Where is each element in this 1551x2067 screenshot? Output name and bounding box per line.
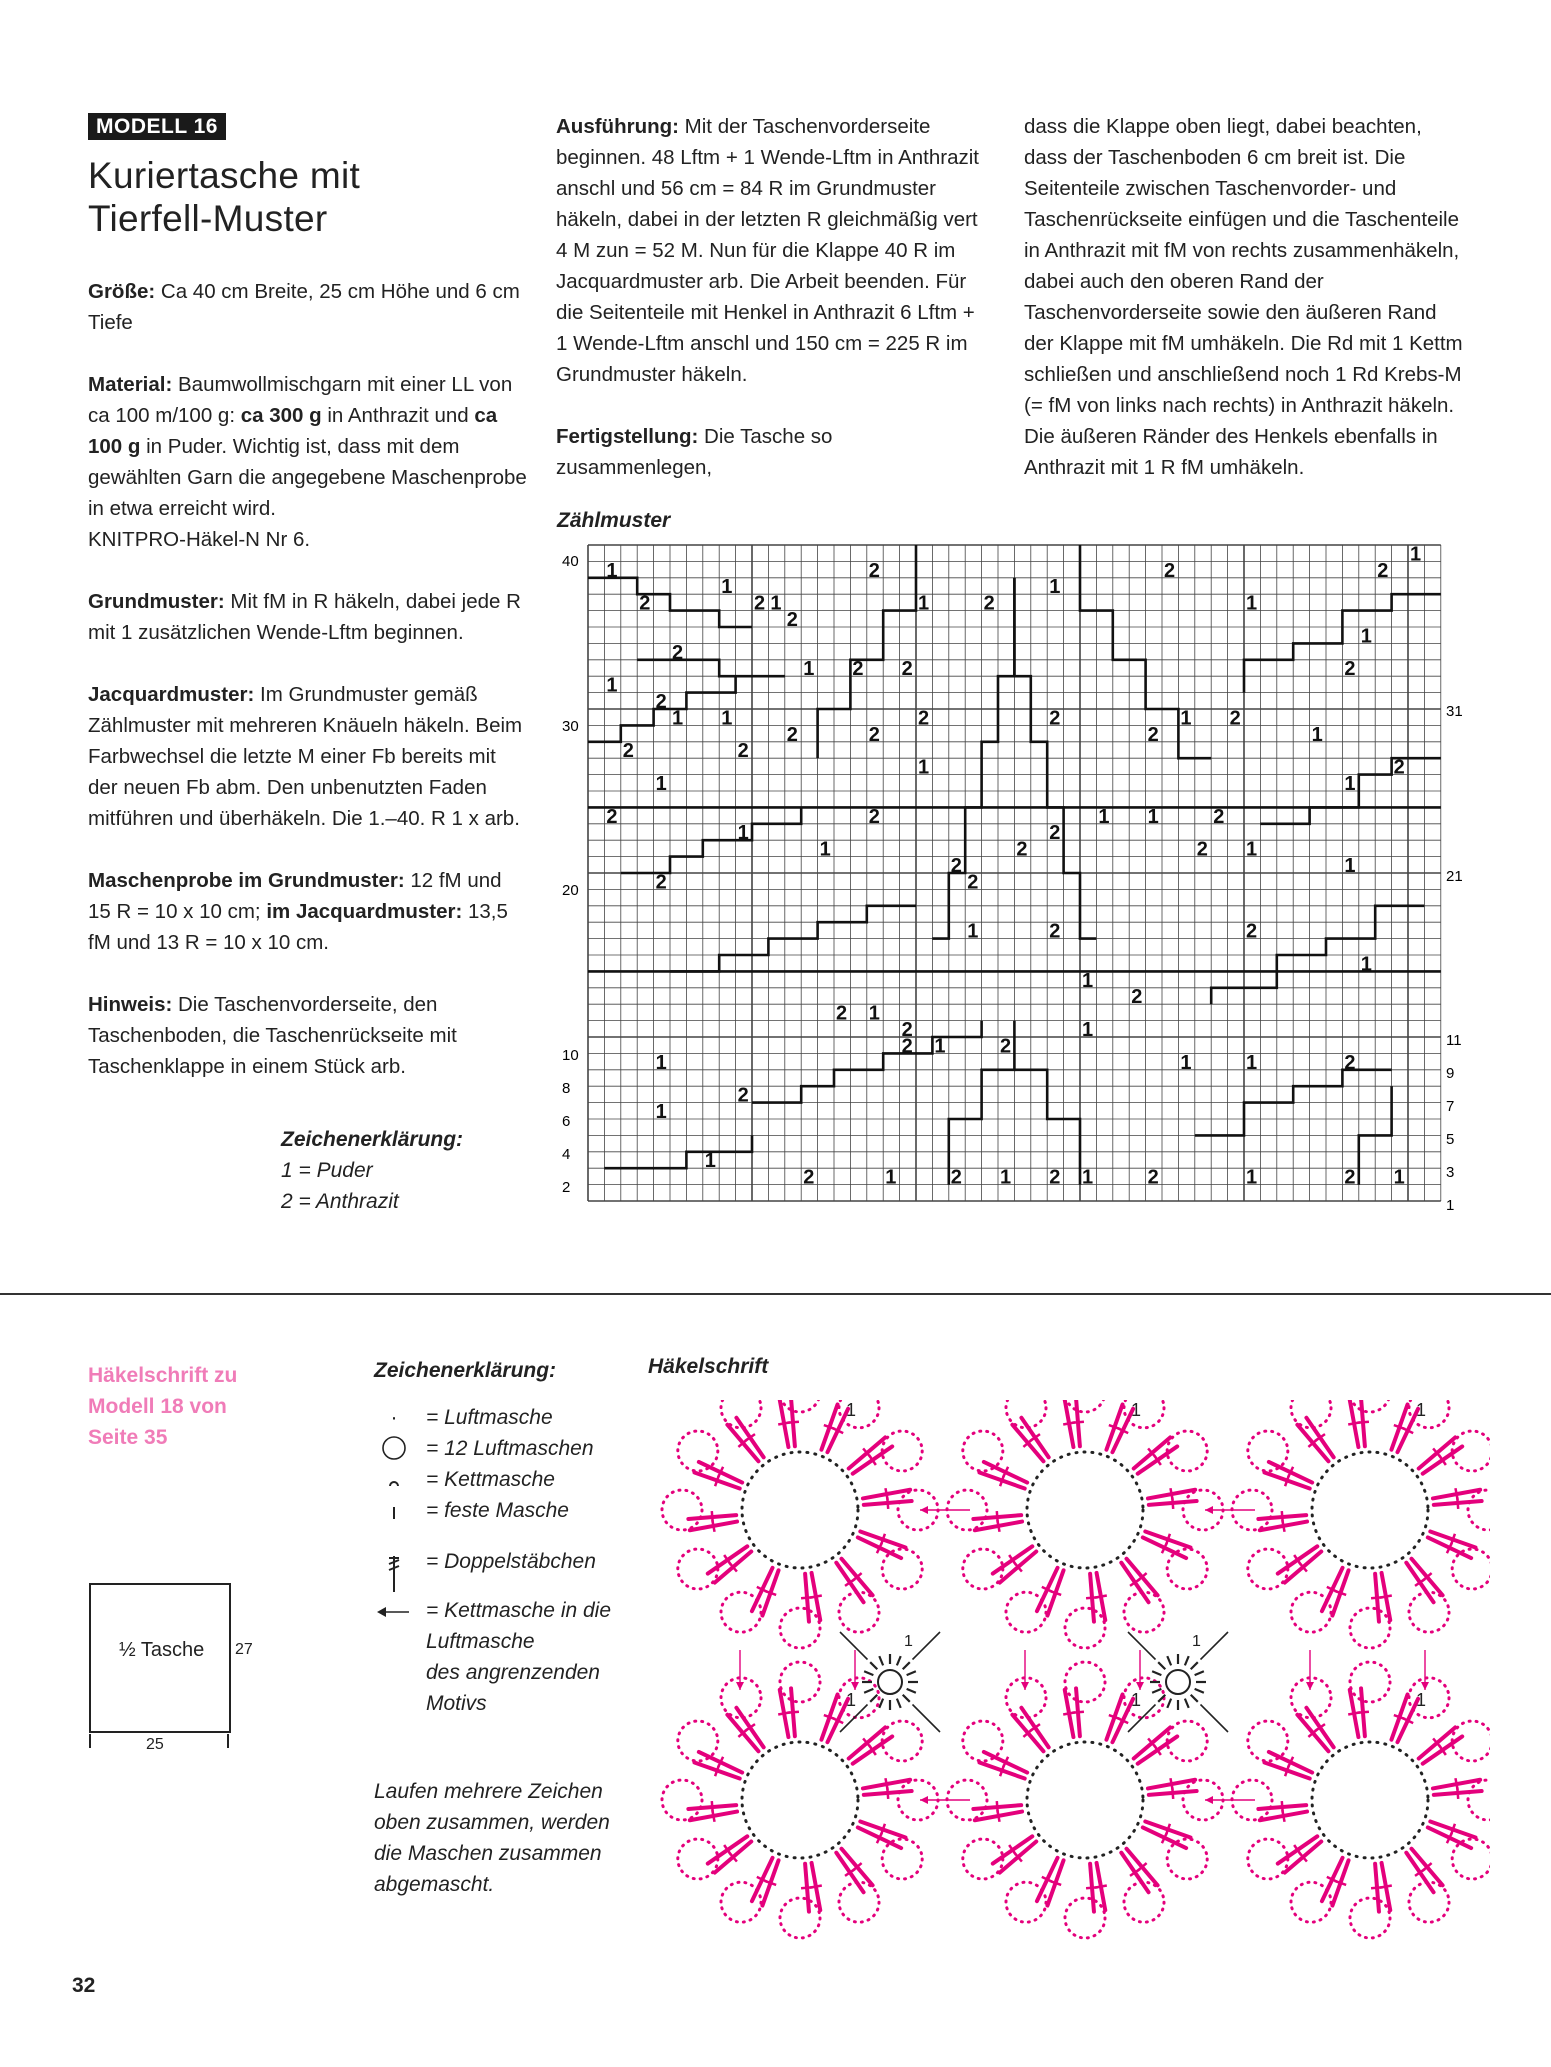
- chart-digit-74: 1: [885, 1166, 897, 1189]
- schema-label: ½ Tasche: [119, 1639, 205, 1661]
- chart-digit-16: 1: [803, 658, 815, 681]
- svg-text:1: 1: [846, 1400, 857, 1420]
- chart-digit-53: 1: [967, 920, 979, 943]
- legend-feste-masche: = feste Masche: [426, 1495, 646, 1526]
- chart-digit-0: 1: [606, 559, 618, 582]
- chart-digit-71: 1: [655, 1101, 667, 1123]
- chart-digit-14: 1: [1410, 543, 1422, 566]
- row-label-left-10: 10: [562, 1047, 579, 1064]
- chart-digit-10: 2: [1164, 559, 1176, 582]
- chart-digit-70: 2: [737, 1084, 749, 1107]
- chart-digit-79: 2: [1147, 1166, 1159, 1189]
- flower-motif-3: [662, 1662, 938, 1938]
- hinweis-paragraph: Hinweis: Die Taschenvorderseite, den Taschenboden, die Taschenrückseite mit Taschenklappe in einem Stück arb.: [88, 993, 457, 1078]
- flower-motif-1: [947, 1400, 1223, 1648]
- chart-digit-73: 2: [803, 1166, 815, 1189]
- grundmuster-paragraph: Grundmuster: Mit fM in R häkeln, dabei jede R mit 1 zusätzlichen Wende-Lftm beginnen.: [88, 590, 521, 644]
- chart-digit-57: 1: [1082, 969, 1094, 992]
- chart-digit-47: 2: [967, 871, 979, 894]
- ring-icon: [374, 1433, 414, 1464]
- legend-kettmasche-angrenzend: = Kettmasche in die: [426, 1595, 646, 1626]
- schema-tick-left: [89, 1734, 91, 1748]
- chart-digit-63: 1: [655, 1051, 667, 1074]
- row-label-left-40: 40: [562, 553, 579, 570]
- chart-digit-21: 1: [606, 674, 618, 697]
- chart-digit-68: 1: [1082, 1019, 1094, 1041]
- chart-digit-9: 1: [1049, 576, 1061, 599]
- legend-colors: [281, 1124, 463, 1217]
- chart-digit-55: 2: [1246, 920, 1258, 943]
- chart-digit-8: 2: [983, 592, 995, 615]
- row-label-right-1: 1: [1446, 1197, 1455, 1214]
- chart-digit-24: 2: [786, 723, 798, 746]
- chart-digit-30: 2: [1229, 707, 1241, 730]
- chart-digit-25: 2: [868, 723, 880, 746]
- svg-text:1: 1: [1131, 1690, 1142, 1710]
- legend2: · = Luftmasche = 12 Luftmaschen = Kettmasche = feste Masche = Doppelstäbchen = Kettmasche in die Luftmasche des angrenzenden Motivs: [426, 1402, 646, 1719]
- chart-digit-36: 1: [655, 773, 667, 795]
- legend2-title: Zeichenerklärung:: [374, 1359, 557, 1382]
- material-paragraph: Material: Baumwollmischgarn mit einer LL von ca 100 m/100 g: ca 300 g in Anthrazit und ca 100 g in Puder. Wichtig ist, dass mit dem gewählten Garn die angegebene Maschenprobe in etwa erreicht wird. KNITPRO-Häkel-N Nr 6.: [88, 373, 527, 551]
- middle-column: [556, 111, 988, 514]
- crochet-title: Häkelschrift: [648, 1355, 769, 1378]
- chart-digit-50: 1: [1246, 838, 1258, 861]
- row-label-left-8: 8: [562, 1080, 571, 1097]
- row-label-right-7: 7: [1446, 1098, 1455, 1115]
- chart-digit-51: 1: [1344, 855, 1356, 877]
- chart-digit-54: 2: [1049, 920, 1061, 943]
- chart-digit-23: 1: [721, 707, 733, 730]
- chart-digit-12: 1: [1360, 625, 1372, 648]
- chart-digit-7: 1: [918, 592, 930, 615]
- chart-digit-13: 2: [1377, 559, 1389, 582]
- row-label-right-5: 5: [1446, 1131, 1455, 1148]
- chart-digit-52: 2: [655, 871, 667, 894]
- chart-digit-43: 2: [1213, 805, 1225, 828]
- chart-digit-31: 1: [1311, 723, 1323, 746]
- chart-digit-56: 1: [1360, 953, 1372, 976]
- svg-text:1: 1: [1192, 1633, 1201, 1650]
- flower-motif-4: [947, 1662, 1223, 1938]
- chart-digit-37: 1: [1344, 773, 1356, 795]
- chart-title: Zählmuster: [557, 509, 671, 532]
- chart-digit-3: 2: [754, 592, 766, 615]
- fertigstellung-paragraph: Fertigstellung: Die Tasche so zusammenlegen,: [556, 425, 833, 479]
- svg-text:1: 1: [904, 1633, 913, 1650]
- chart-digit-60: 1: [868, 1002, 880, 1025]
- chart-digit-62: 1: [1246, 1051, 1258, 1074]
- chart-outline-13: [637, 660, 785, 676]
- chart-digit-4: 1: [770, 592, 782, 615]
- chart-digit-1: 2: [639, 592, 651, 615]
- ausfuehrung-paragraph: Ausführung: Mit der Taschenvorderseite beginnen. 48 Lftm + 1 Wende-Lftm in Anthrazit anschl und 56 cm = 84 R im Grundmuster häkeln, dabei in der letzten R gleichmäßig vert 4 M zun = 52 M. Nun für die Klappe 40 R im Jacquardmuster arb. Die Arbeit beenden. Für die Seitenteile mit Henkel in Anthrazit 6 Lftm + 1 Wende-Lftm anschl und 150 cm = 225 R im Grundmuster häkeln.: [556, 115, 979, 386]
- size-paragraph: Größe: Ca 40 cm Breite, 25 cm Höhe und 6 cm Tiefe: [88, 280, 520, 334]
- crochet-motifs: [662, 1400, 1490, 1938]
- chart-digit-11: 1: [1246, 592, 1258, 615]
- chart-digit-69: 1: [1180, 1051, 1192, 1074]
- count-chart: [540, 540, 1470, 1220]
- row-label-left-2: 2: [562, 1179, 571, 1196]
- slip-stitch-icon: [374, 1464, 414, 1495]
- row-label-right-3: 3: [1446, 1164, 1455, 1181]
- row-label-right-31: 31: [1446, 703, 1463, 720]
- chart-digit-15: 2: [672, 641, 684, 664]
- chart-digit-77: 2: [1049, 1166, 1061, 1189]
- flower-motif-2: [1232, 1400, 1490, 1648]
- chart-digit-44: 1: [737, 822, 749, 845]
- jacquard-paragraph: Jacquardmuster: Im Grundmuster gemäß Zählmuster mit mehreren Knäueln häkeln. Beim Farbwechsel die letzte M einer Fb bereits mit der neuen Fb abm. Den unbenutzten Faden mitführen und überhäkeln. Die 1.–40. R 1 x arb.: [88, 683, 523, 830]
- chart-digit-26: 2: [918, 707, 930, 730]
- legend-luftmasche: · = Luftmasche: [426, 1402, 646, 1433]
- chart-digit-18: 2: [901, 658, 913, 681]
- chart-digit-72: 1: [704, 1150, 716, 1173]
- chart-digit-28: 2: [1147, 723, 1159, 746]
- arrow-left-icon: [374, 1595, 414, 1626]
- right-column: [1024, 111, 1464, 514]
- chart-digit-67: 2: [1344, 1051, 1356, 1074]
- chart-digit-58: 2: [1131, 986, 1143, 1009]
- chart-digit-2: 1: [721, 576, 733, 599]
- double-treble-icon: [374, 1546, 414, 1594]
- schema-height: 27: [235, 1641, 253, 1658]
- chart-digit-42: 1: [1147, 805, 1159, 828]
- chart-digit-19: 2: [1344, 658, 1356, 681]
- chart-digit-66: 2: [901, 1019, 913, 1041]
- chart-digit-33: 2: [737, 740, 749, 763]
- chart-digit-65: 2: [1000, 1035, 1012, 1058]
- chart-digit-78: 1: [1082, 1166, 1094, 1189]
- legend-title: Zeichenerklärung:: [281, 1128, 464, 1151]
- dot-icon: ·: [390, 1406, 398, 1429]
- row-label-left-4: 4: [562, 1146, 571, 1163]
- legend-puder: 1 = Puder: [281, 1159, 373, 1182]
- chart-digit-22: 1: [672, 707, 684, 730]
- svg-text:1: 1: [1416, 1690, 1427, 1710]
- svg-text:1: 1: [1416, 1400, 1427, 1420]
- chart-digit-32: 2: [622, 740, 634, 763]
- chart-digit-34: 1: [918, 756, 930, 779]
- chart-digit-20: 2: [655, 691, 667, 713]
- chart-digit-61: 2: [901, 1035, 913, 1058]
- legend-anthrazit: 2 = Anthrazit: [281, 1190, 399, 1213]
- schema-width: 25: [146, 1736, 164, 1753]
- chart-digit-48: 2: [950, 855, 962, 877]
- maschenprobe-paragraph: Maschenprobe im Grundmuster: 12 fM und 15 R = 10 x 10 cm; im Jacquardmuster: 13,5 fM und 13 R = 10 x 10 cm.: [88, 869, 508, 954]
- row-label-left-30: 30: [562, 718, 579, 735]
- chart-digit-81: 2: [1344, 1166, 1356, 1189]
- chart-digit-35: 2: [1393, 756, 1405, 779]
- row-label-right-21: 21: [1446, 868, 1463, 885]
- schema-box: [89, 1583, 231, 1733]
- flower-motif-0: [662, 1400, 938, 1648]
- chart-digit-38: 2: [606, 805, 618, 828]
- legend-doppelstaebchen: = Doppelstäbchen: [426, 1546, 646, 1577]
- legend-kettmasche: = Kettmasche: [426, 1464, 646, 1495]
- page-title: Kuriertasche mit Tierfell-Muster: [88, 155, 361, 239]
- chart-digit-39: 2: [868, 805, 880, 828]
- section-divider: [0, 1293, 1551, 1295]
- chart-digit-5: 2: [786, 609, 798, 631]
- chart-digit-64: 1: [934, 1035, 946, 1058]
- pink-heading: Häkelschrift zu Modell 18 von Seite 35: [88, 1364, 238, 1449]
- model-badge: MODELL 16: [88, 113, 226, 140]
- svg-text:1: 1: [846, 1690, 857, 1710]
- schema-tick-right: [227, 1734, 229, 1748]
- svg-text:1: 1: [1131, 1400, 1142, 1420]
- chart-digit-17: 2: [852, 658, 864, 681]
- row-label-right-9: 9: [1446, 1065, 1455, 1082]
- chart-digit-45: 1: [819, 838, 831, 861]
- row-label-right-11: 11: [1446, 1032, 1462, 1049]
- chart-digit-46: 2: [1016, 838, 1028, 861]
- right-paragraph: dass die Klappe oben liegt, dabei beachten, dass der Taschenboden 6 cm breit ist. Die Seitenteile zwischen Taschenvorder- und Taschenrückseite einfügen und die Taschenteile in Anthrazit mit fM von rechts zusammenhäkeln, dabei auch den oberen Rand der Taschenvorderseite sowie den äußeren Rand der Klappe mit fM umhäkeln. Die Rd mit 1 Kettm schließen und anschließend noch 1 Rd Krebs-M (= fM von links nach rechts) in Anthrazit häkeln. Die äußeren Ränder des Henkels ebenfalls in Anthrazit mit 1 R fM umhäkeln.: [1024, 115, 1463, 479]
- chart-digit-76: 1: [1000, 1166, 1012, 1189]
- chart-digit-41: 1: [1098, 805, 1110, 828]
- crochet-diagram: [630, 1400, 1490, 1940]
- chart-digit-29: 1: [1180, 707, 1192, 730]
- chart-labels: [562, 553, 1463, 1214]
- note: Laufen mehrere Zeichen oben zusammen, werden die Maschen zusammen abgemascht.: [374, 1780, 610, 1896]
- chart-digit-82: 1: [1393, 1166, 1405, 1189]
- chart-digit-49: 2: [1196, 838, 1208, 861]
- chart-digit-6: 2: [868, 559, 880, 582]
- legend-12-luftmaschen: = 12 Luftmaschen: [426, 1433, 646, 1464]
- flower-motif-5: [1232, 1662, 1490, 1938]
- row-label-left-6: 6: [562, 1113, 571, 1130]
- chart-digit-80: 1: [1246, 1166, 1258, 1189]
- chart-digit-27: 2: [1049, 707, 1061, 730]
- chart-digit-59: 2: [836, 1002, 848, 1025]
- page-number: 32: [72, 1974, 96, 1997]
- single-crochet-icon: [374, 1495, 414, 1526]
- row-label-left-20: 20: [562, 882, 579, 899]
- chart-digit-40: 2: [1049, 822, 1061, 845]
- left-column: [88, 113, 530, 1113]
- chart-digit-75: 2: [950, 1166, 962, 1189]
